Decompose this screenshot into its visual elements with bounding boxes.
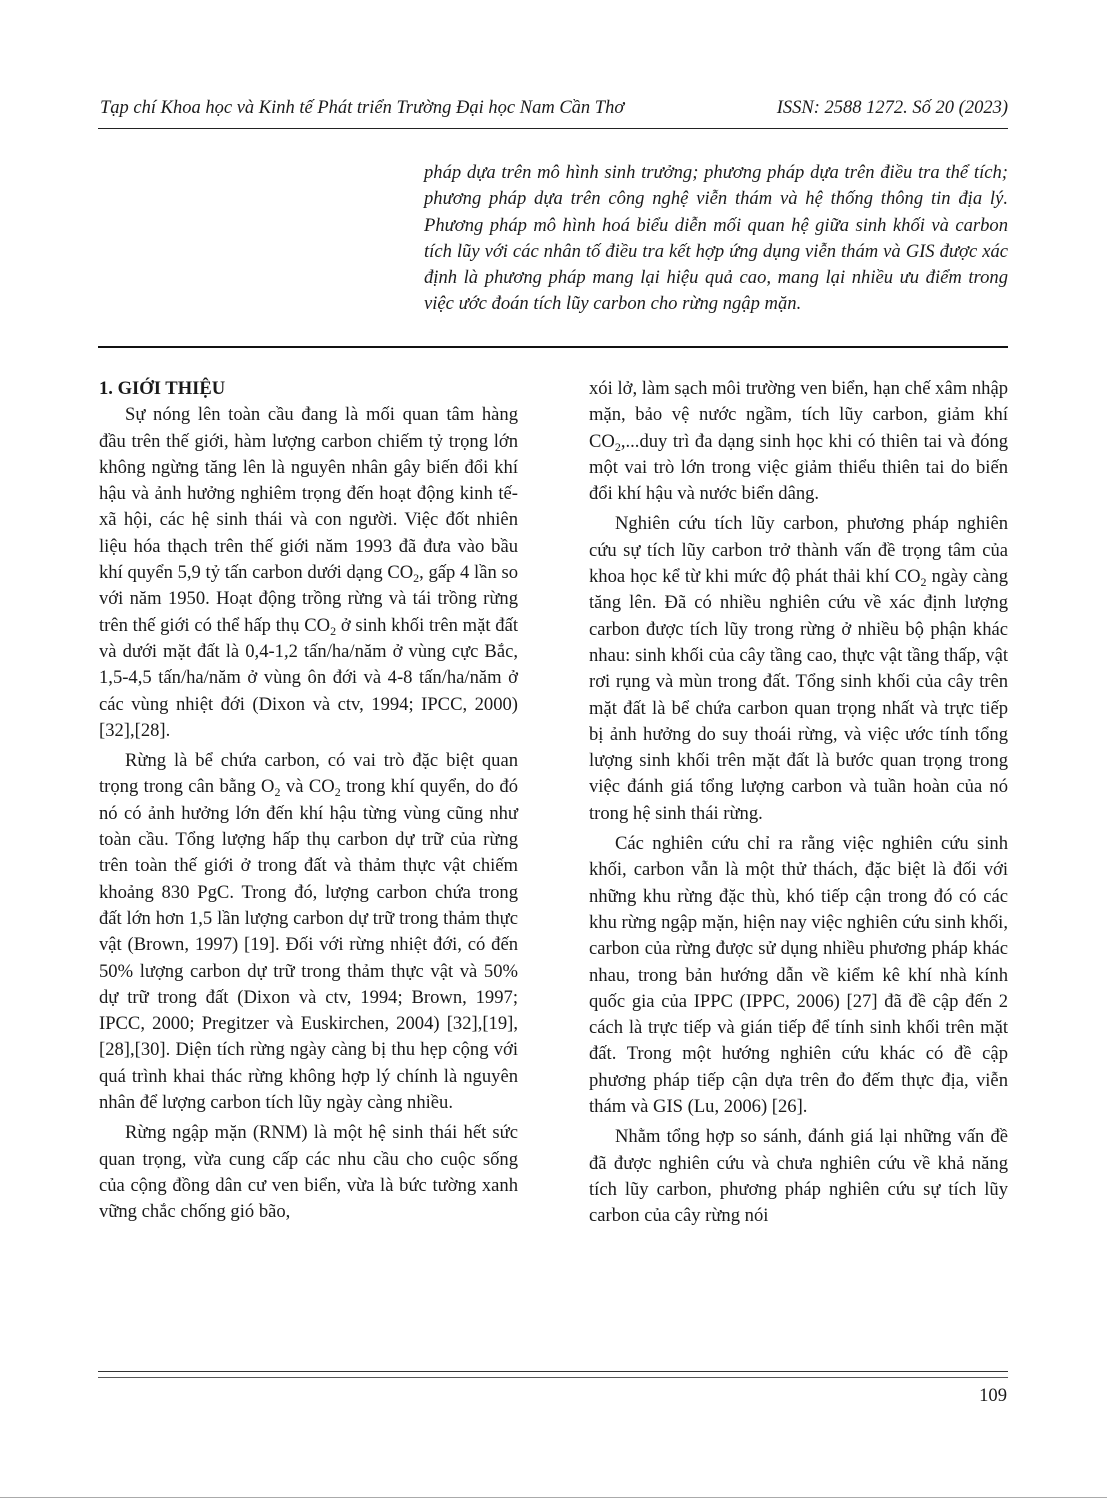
- paragraph: [99, 402, 518, 744]
- page-edge-line: [0, 1497, 1107, 1498]
- footer-rule: [98, 1371, 1008, 1372]
- text-run: Nghiên cứu tích lũy carbon, phương pháp nghiên cứu sự tích lũy carbon trở thành vấn đề trọng tâm của khoa học kể từ khi mức độ phát thải khí CO: [589, 513, 1008, 588]
- subscript: 2: [274, 785, 281, 800]
- header-rule: [98, 128, 1008, 129]
- subscript: 2: [614, 439, 621, 454]
- paragraph: [589, 511, 1008, 827]
- text-run: ở sinh khối trên mặt đất và dưới mặt đất là 0,4-1,2 tấn/ha/năm ở vùng cực Bắc, 1,5-4,5 tấn/ha/năm ở vùng ôn đới và 4-8 tấn/ha/năm ở các vùng nhiệt đới (Dixon và ctv, 1994; IPCC, 2000) [32],[28].: [99, 614, 518, 741]
- page-number: 109: [979, 1385, 1007, 1406]
- subscript: 2: [334, 785, 341, 800]
- text-run: , gấp 4 lần so với năm 1950. Hoạt động trồng rừng và tái trồng rừng trên thế giới có thể hấp thụ CO: [99, 562, 518, 636]
- text-run: và CO: [280, 776, 335, 798]
- subscript: 2: [413, 571, 420, 586]
- text-run: Sự nóng lên toàn cầu đang là mối quan tâm hàng đầu trên thế giới, hàm lượng carbon chiếm tỷ trọng lớn không ngừng tăng lên là nguyên nhân gây biến đổi khí hậu và ảnh hưởng nghiêm trọng đến hoạt động kinh tế-xã hội, các hệ sinh thái và con người. Việc đốt nhiên liệu hóa thạch trên thế giới năm 1993 đã đưa vào bầu khí quyển 5,9 tỷ tấn carbon dưới dạng CO: [99, 404, 518, 584]
- paragraph: Nhằm tổng hợp so sánh, đánh giá lại những vấn đề đã được nghiên cứu và chưa nghiên cứu về khả năng tích lũy carbon, phương pháp nghiên cứu sự tích lũy carbon của cây rừng nói: [589, 1126, 1008, 1227]
- issn-issue: ISSN: 2588 1272. Số 20 (2023): [776, 98, 1008, 118]
- text-run: xói lở, làm sạch môi trường ven biển, hạn chế xâm nhập mặn, bảo vệ nước ngầm, tích lũy carbon, giảm khí CO: [589, 378, 1008, 452]
- section-heading: 1. GIỚI THIỆU: [99, 378, 226, 399]
- paragraph: Các nghiên cứu chỉ ra rằng việc nghiên cứu sinh khối, carbon vẫn là một thử thách, đặc biệt là đối với những khu rừng đặc thù, khó tiếp cận trong đó có các khu rừng ngập mặn, hiện nay việc nghiên cứu sinh khối, carbon của rừng được sử dụng nhiều phương pháp khác nhau, trong bản hướng dẫn về kiểm kê khí nhà kính quốc gia của IPPC (IPPC, 2006) [27] đã đề cập đến 2 cách là trực tiếp và gián tiếp để tính sinh khối trên mặt đất. Trong một hướng nghiên cứu khác có đề cập phương pháp tiếp cận dựa trên đo đếm thực địa, viễn thám và GIS (Lu, 2006) [26].: [589, 833, 1008, 1118]
- right-column: [589, 376, 1008, 1230]
- text-run: Rừng là bể chứa carbon, có vai trò đặc biệt quan trọng trong cân bằng O: [99, 750, 518, 798]
- abstract-rule: [98, 346, 1008, 348]
- subscript: 2: [920, 575, 927, 590]
- paragraph: [99, 748, 518, 1116]
- text-run: ,...duy trì đa dạng sinh học khi có thiên tai và đóng một vai trò lớn trong việc giảm thiểu thiên tai do biến đổi khí hậu và nước biển dâng.: [589, 430, 1008, 505]
- text-run: trong khí quyển, do đó nó có ảnh hưởng lớn đến khí hậu từng vùng cũng như toàn cầu. Tổng lượng hấp thụ carbon dự trữ của rừng trên toàn thế giới ở trong đất và thảm thực vật chiếm khoảng 830 PgC. Trong đó, lượng carbon chứa trong đất lớn hơn 1,5 lần lượng carbon dự trữ trong thảm thực vật (Brown, 1997) [19]. Đối với rừng nhiệt đới, có đến 50% lượng carbon dự trữ trong thảm thực vật và 50% dự trữ trong đất (Dixon và ctv, 1994; Brown, 1997; IPCC, 2000; Pregitzer và Euskirchen, 2004) [32],[19],[28],[30]. Diện tích rừng ngày càng bị thu hẹp cộng với quá trình khai thác rừng không hợp lý chính là nguyên nhân để lượng carbon tích lũy ngày càng nhiều.: [99, 776, 519, 1114]
- journal-title: Tạp chí Khoa học và Kinh tế Phát triển Trường Đại học Nam Cần Thơ: [100, 98, 625, 118]
- abstract-text: pháp dựa trên mô hình sinh trưởng; phương pháp dựa trên điều tra thể tích; phương pháp dựa trên công nghệ viễn thám và hệ thống thông tin địa lý. Phương pháp mô hình hoá biểu diễn mối quan hệ giữa sinh khối và carbon tích lũy với các nhân tố điều tra kết hợp ứng dụng viễn thám và GIS được xác định là phương pháp mang lại hiệu quả cao, mang lại nhiều ưu điểm trong việc ước đoán tích lũy carbon cho rừng ngập mặn.: [424, 162, 1008, 315]
- paragraph: Rừng ngập mặn (RNM) là một hệ sinh thái hết sức quan trọng, vừa cung cấp các nhu cầu cho cuộc sống của cộng đồng dân cư ven biển, vừa là bức tường xanh vững chắc chống gió bão,: [99, 1122, 518, 1223]
- paragraph: [589, 376, 1008, 507]
- subscript: 2: [330, 623, 337, 638]
- footer-rule: [98, 1377, 1008, 1378]
- text-run: ngày càng tăng lên. Đã có nhiều nghiên cứu về xác định lượng carbon được tích lũy trong rừng ở nhiều bộ phận khác nhau: sinh khối của cây tầng cao, thực vật tầng thấp, vật rơi rụng và mùn trong đất. Tổng sinh khối của cây trên mặt đất là bể chứa carbon quan trọng nhất và trực tiếp bị ảnh hưởng do suy thoái rừng, và việc ước tính tổng lượng sinh khối trên mặt đất là bước quan trọng trong việc đánh giá tổng lượng carbon và tuần hoàn của nó trong hệ sinh thái rừng.: [589, 566, 1008, 824]
- left-column: [99, 376, 518, 1226]
